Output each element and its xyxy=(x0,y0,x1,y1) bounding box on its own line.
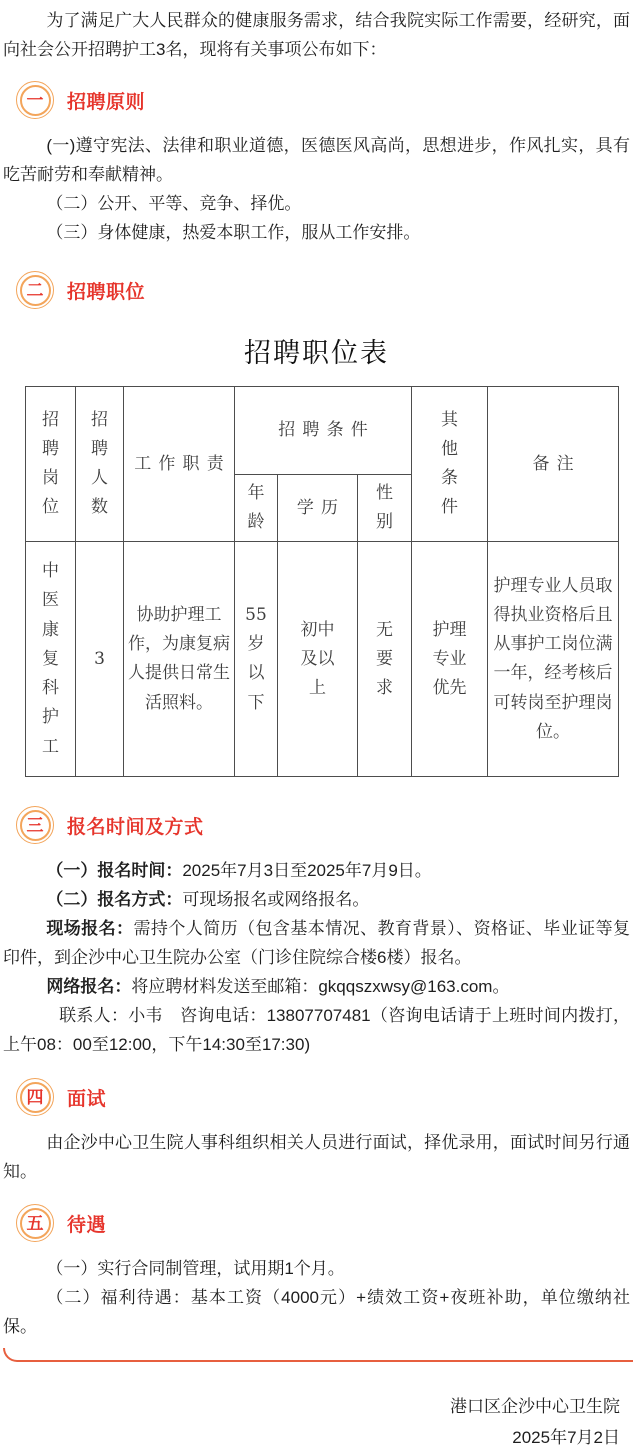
section-title: 待遇 xyxy=(67,1214,107,1236)
section-title: 招聘原则 xyxy=(67,91,146,113)
th-note: 备注 xyxy=(488,387,619,542)
th-gender: 性别 xyxy=(358,475,412,542)
cell-education: 初中及以上 xyxy=(278,542,358,777)
th-other: 其他条件 xyxy=(412,387,488,542)
cell-age: 55岁以下 xyxy=(235,542,278,777)
cell-note: 护理专业人员取得执业资格后且从事护工岗位满一年，经考核后可转岗至护理岗位。 xyxy=(488,542,619,777)
contact-line: 联系人：小韦 咨询电话：13807707481（咨询电话请于上班时间内拨打，上午08：00至12:00，下午14:30至17:30) xyxy=(3,1006,630,1055)
interview-paragraph: 由企沙中心卫生院人事科组织相关人员进行面试，择优录用，面试时间另行通知。 xyxy=(3,1133,630,1182)
table-row xyxy=(26,542,619,777)
intro-paragraph: 为了满足广大人民群众的健康服务需求，结合我院实际工作需要，经研究，面向社会公开招聘护工3名，现将有关事项公布如下： xyxy=(3,11,630,59)
section-number-badge-icon xyxy=(16,271,54,309)
signup-time-item: （一）报名时间：2025年7月3日至2025年7月9日。 xyxy=(46,861,432,881)
th-education: 学历 xyxy=(278,475,358,542)
organization-name: 港口区企沙中心卫生院 xyxy=(450,1397,620,1417)
principle-item-1: (一)遵守宪法、法律和职业道德，医德医风高尚，思想进步，作风扎实，具有吃苦耐劳和奉献精神。 xyxy=(3,136,630,184)
signup-method-item: （二）报名方式：可现场报名或网络报名。 xyxy=(46,890,370,910)
section-number: 四 xyxy=(26,1087,44,1107)
online-signup-item: 网络报名：将应聘材料发送至邮箱：gkqqszxwsy@163.com。 xyxy=(46,977,510,997)
job-positions-table xyxy=(25,386,619,777)
job-table-title: 招聘职位表 xyxy=(244,338,389,368)
onsite-signup-item: 现场报名：需持个人简历（包含基本情况、教育背景）、资格证、毕业证等复印件，到企沙中心卫生院办公室（门诊住院综合楼6楼）报名。 xyxy=(3,919,631,968)
section-title: 面试 xyxy=(67,1088,107,1110)
benefit-item-1: （一）实行合同制管理，试用期1个月。 xyxy=(46,1259,345,1279)
th-duty: 工作职责 xyxy=(124,387,235,542)
section-header-5 xyxy=(16,1202,630,1244)
cell-other: 护理专业优先 xyxy=(412,542,488,777)
section-title: 报名时间及方式 xyxy=(67,816,204,838)
cell-post: 中医康复科护工 xyxy=(26,542,76,777)
section-header-4 xyxy=(16,1076,630,1118)
th-age: 年龄 xyxy=(235,475,278,542)
section-header-2 xyxy=(16,269,630,311)
section-number: 二 xyxy=(26,280,44,300)
th-conditions: 招聘条件 xyxy=(235,387,412,475)
section-number-badge-icon xyxy=(16,1204,54,1242)
signature-block xyxy=(3,1391,620,1450)
section-number: 三 xyxy=(26,815,44,835)
section-number-badge-icon xyxy=(16,1078,54,1116)
cell-count: 3 xyxy=(76,542,124,777)
principle-item-2: （二）公开、平等、竞争、择优。 xyxy=(46,194,302,213)
principle-item-3: （三）身体健康，热爱本职工作，服从工作安排。 xyxy=(46,223,421,242)
cell-gender: 无要求 xyxy=(358,542,412,777)
section-number-badge-icon xyxy=(16,806,54,844)
section-title: 招聘职位 xyxy=(67,281,146,303)
th-post: 招聘岗位 xyxy=(26,387,76,542)
th-count: 招聘人数 xyxy=(76,387,124,542)
announcement-date: 2025年7月2日 xyxy=(512,1428,620,1448)
section-header-1 xyxy=(16,79,630,121)
section-number-badge-icon xyxy=(16,81,54,119)
cell-duty: 协助护理工作，为康复病人提供日常生活照料。 xyxy=(124,542,235,777)
section-number: 一 xyxy=(26,90,44,110)
section-number: 五 xyxy=(26,1213,44,1233)
card-bottom-border xyxy=(3,1348,633,1362)
benefit-item-2: （二）福利待遇：基本工资（4000元）+绩效工资+夜班补助，单位缴纳社保。 xyxy=(3,1288,630,1337)
section-header-3 xyxy=(16,804,630,846)
